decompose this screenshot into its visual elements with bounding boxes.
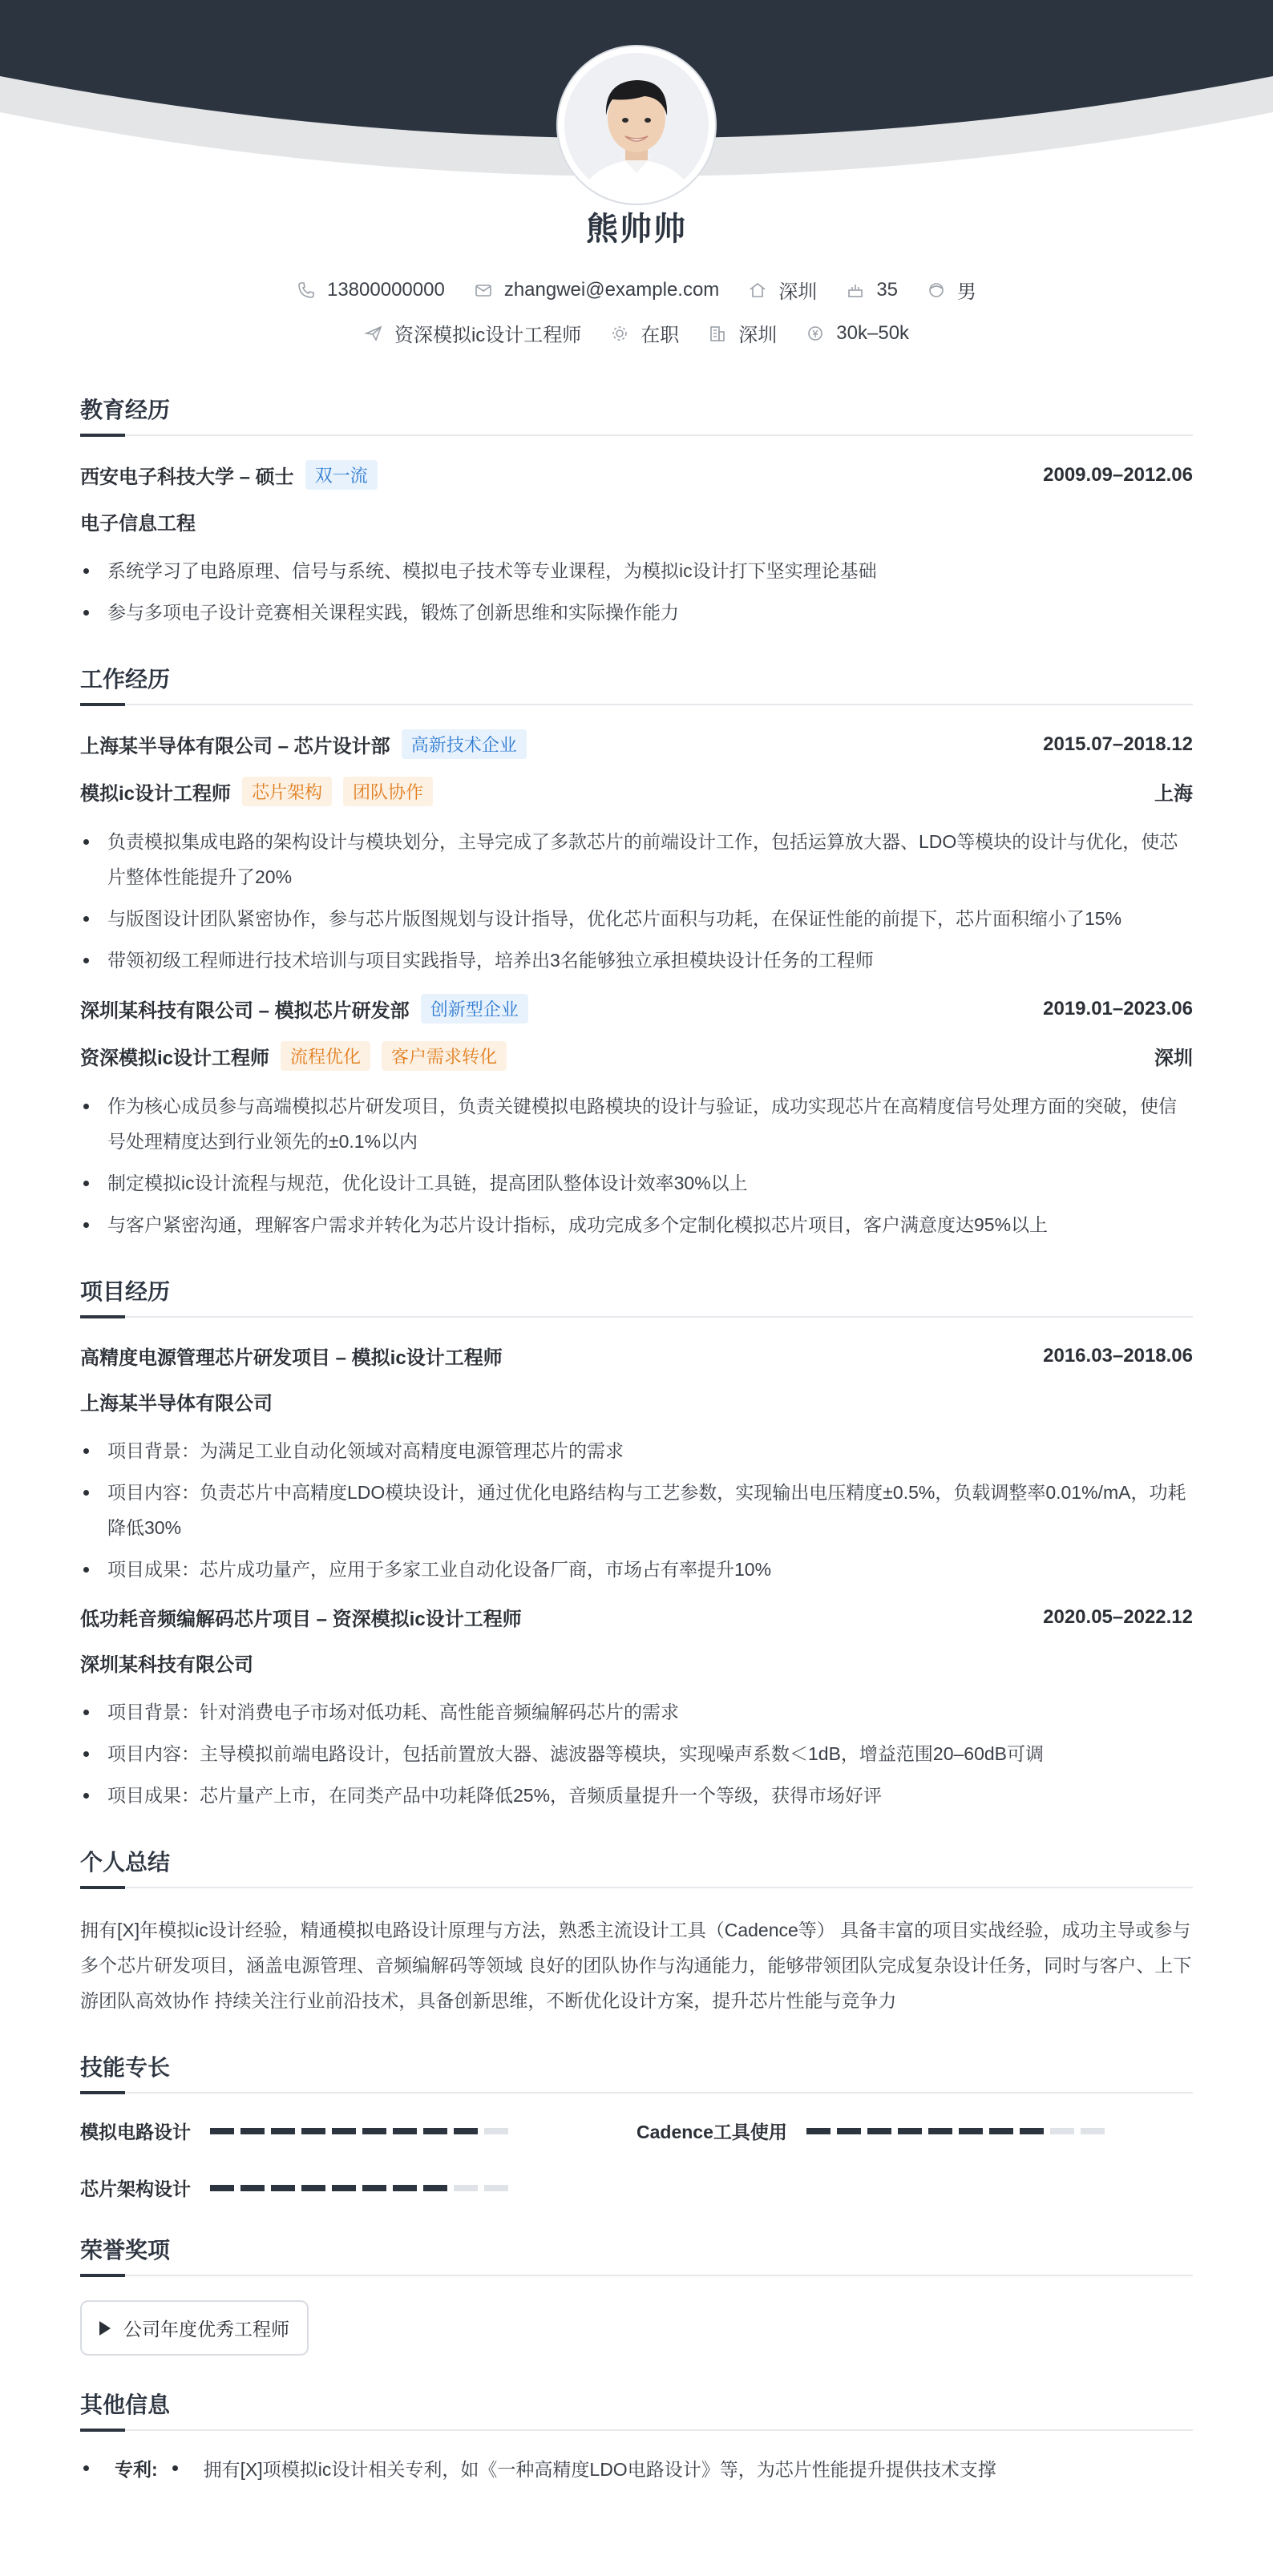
city-item: [748, 276, 817, 304]
email-item: [474, 279, 720, 301]
project-title: 低功耗音频编解码芯片项目 – 资深模拟ic设计工程师: [80, 1609, 522, 1630]
skill-level: [210, 2128, 508, 2134]
project-entry: [80, 1342, 1193, 1587]
skill-level-empty: [484, 2185, 508, 2191]
list-item: 负责模拟集成电路的架构设计与模块划分，主导完成了多款芯片的前端设计工作，包括运算放大器、LDO等模块的设计与优化，使芯片整体性能提升了20%: [80, 824, 1193, 894]
other-section: [80, 2388, 1193, 2481]
age-item: [846, 279, 898, 301]
send-icon: [364, 324, 383, 343]
work-location: 上海: [1154, 783, 1193, 805]
gender-item: [927, 276, 976, 304]
list-item: 项目背景：针对消费电子市场对低功耗、高性能音频编解码芯片的需求: [80, 1694, 1193, 1730]
skill-level-filled: [989, 2128, 1013, 2134]
play-icon: [99, 2321, 111, 2336]
project-title: 高精度电源管理芯片研发项目 – 模拟ic设计工程师: [80, 1347, 503, 1369]
project-entry: [80, 1603, 1193, 1813]
person-icon: [927, 281, 946, 300]
skill-level-filled: [837, 2128, 861, 2134]
award-item: [80, 2300, 309, 2356]
skill-name: Cadence工具使用: [636, 2122, 787, 2142]
section-title: 荣誉奖项: [80, 2233, 1193, 2276]
bullet-dot: [172, 2465, 178, 2471]
list-item: 项目内容：主导模拟前端电路设计，包括前置放大器、滤波器等模块，实现噪声系数＜1dB，增益范围20–60dB可调: [80, 1736, 1193, 1771]
bullet-dot: [83, 2465, 89, 2471]
age-text: 35: [876, 278, 899, 301]
target-title-item: [364, 319, 581, 347]
list-item: 项目背景：为满足工业自动化领域对高精度电源管理芯片的需求: [80, 1433, 1193, 1468]
mail-icon: [474, 281, 493, 300]
section-title: 个人总结: [80, 1845, 1193, 1888]
money-icon: [806, 324, 825, 343]
list-item: 项目内容：负责芯片中高精度LDO模块设计，通过优化电路结构与工艺参数，实现输出电压精度±0.5%，负载调整率0.01%/mA，功耗降低30%: [80, 1475, 1193, 1545]
list-item: 作为核心成员参与高端模拟芯片研发项目，负责关键模拟电路模块的设计与验证，成功实现芯片在高精度信号处理方面的突破，使信号处理精度达到行业领先的±0.1%以内: [80, 1088, 1193, 1159]
other-label: 专利:: [115, 2459, 158, 2480]
company-tag: 高新技术企业: [402, 729, 527, 759]
skill-name: 模拟电路设计: [80, 2122, 191, 2142]
skill-level: [806, 2128, 1105, 2134]
skill-level-empty: [1050, 2128, 1074, 2134]
candidate-name: 熊帅帅: [586, 212, 687, 247]
contact-row: [0, 276, 1273, 304]
role-tag: 客户需求转化: [382, 1041, 507, 1071]
list-item: 制定模拟ic设计流程与规范，优化设计工具链，提高团队整体设计效率30%以上: [80, 1165, 1193, 1201]
education-section: [80, 393, 1193, 630]
section-title: 其他信息: [80, 2388, 1193, 2431]
gender-text: 男: [957, 281, 977, 303]
skill-level-empty: [1081, 2128, 1105, 2134]
school-name: 西安电子科技大学 – 硕士: [80, 466, 294, 488]
list-item: 带领初级工程师进行技术培训与项目实践指导，培养出3名能够独立承担模块设计任务的工程师: [80, 943, 1193, 978]
list-item: 系统学习了电路原理、信号与系统、模拟电子技术等专业课程，为模拟ic设计打下坚实理论基础: [80, 553, 1193, 588]
section-title: 工作经历: [80, 662, 1193, 705]
honors-section: [80, 2233, 1193, 2356]
section-title: 项目经历: [80, 1274, 1193, 1318]
list-item: 与版图设计团队紧密协作，参与芯片版图规划与设计指导，优化芯片面积与功耗，在保证性能的前提下，芯片面积缩小了15%: [80, 901, 1193, 936]
city-text: 深圳: [778, 281, 818, 303]
skill-item: [80, 2174, 636, 2201]
company-name: 深圳某科技有限公司 – 模拟芯片研发部: [80, 1000, 410, 1022]
list-item: 参与多项电子设计竞赛相关课程实践，锻炼了创新思维和实际操作能力: [80, 595, 1193, 630]
skills-grid: [80, 2118, 1193, 2201]
skill-level-filled: [301, 2128, 325, 2134]
summary-section: [80, 1845, 1193, 2018]
project-org: 上海某半导体有限公司: [80, 1393, 273, 1415]
role-name: 资深模拟ic设计工程师: [80, 1048, 270, 1069]
cake-icon: [846, 281, 865, 300]
work-location: 深圳: [1154, 1048, 1193, 1069]
skill-level-filled: [928, 2128, 952, 2134]
skill-name: 芯片架构设计: [80, 2178, 191, 2199]
other-text: 拥有[X]项模拟ic设计相关专利，如《一种高精度LDO电路设计》等，为芯片性能提升提供技术支撑: [203, 2459, 996, 2480]
role-name: 模拟ic设计工程师: [80, 783, 232, 805]
skill-level-filled: [271, 2128, 295, 2134]
skill-level-filled: [210, 2128, 234, 2134]
other-item: [80, 2455, 1193, 2481]
project-org: 深圳某科技有限公司: [80, 1654, 253, 1676]
resume-content: [80, 393, 1193, 2513]
role-tag: 芯片架构: [242, 777, 332, 806]
work-entry: [80, 994, 1193, 1242]
gear-icon: [610, 324, 629, 343]
status-item: [610, 319, 679, 347]
target-title-text: 资深模拟ic设计工程师: [394, 325, 582, 346]
work-date: 2015.07–2018.12: [1043, 733, 1193, 755]
skill-level-filled: [867, 2128, 891, 2134]
school-tag: 双一流: [305, 460, 378, 490]
skill-level-filled: [332, 2128, 356, 2134]
skill-level-filled: [898, 2128, 922, 2134]
company-name: 上海某半导体有限公司 – 芯片设计部: [80, 736, 390, 757]
project-date: 2016.03–2018.06: [1043, 1344, 1193, 1367]
role-tag: 团队协作: [343, 777, 433, 806]
education-date: 2009.09–2012.06: [1043, 463, 1193, 486]
target-city-text: 深圳: [738, 325, 778, 346]
work-section: [80, 662, 1193, 1242]
skill-level-filled: [240, 2185, 265, 2191]
skill-level-filled: [454, 2128, 478, 2134]
phone-icon: [297, 281, 316, 300]
work-entry: [80, 729, 1193, 978]
skill-level-filled: [806, 2128, 830, 2134]
job-intent-row: [0, 319, 1273, 347]
skill-item: [80, 2118, 636, 2144]
section-title: 技能专长: [80, 2050, 1193, 2094]
skills-section: [80, 2050, 1193, 2201]
skill-level-empty: [454, 2185, 478, 2191]
phone-item: [297, 279, 445, 301]
list-item: 与客户紧密沟通，理解客户需求并转化为芯片设计指标，成功完成多个定制化模拟芯片项目，客户满意度达95%以上: [80, 1207, 1193, 1242]
skill-level-filled: [393, 2185, 417, 2191]
skill-level-filled: [271, 2185, 295, 2191]
summary-text: 拥有[X]年模拟ic设计经验，精通模拟电路设计原理与方法，熟悉主流设计工具（Cadence等） 具备丰富的项目实战经验，成功主导或参与多个芯片研发项目，涵盖电源管理、音频编解码等领域 良好的团队协作与沟通能力，能够带领团队完成复杂设计任务，同时与客户、上下游团队高效协作 持续关注行业前沿技术，具备创新思维，不断优化设计方案，提升芯片性能与竞争力: [80, 1920, 1192, 2011]
project-date: 2020.05–2022.12: [1043, 1605, 1193, 1628]
salary-item: [806, 322, 909, 345]
skill-level-filled: [423, 2185, 447, 2191]
role-tag: 流程优化: [281, 1041, 370, 1071]
skill-level-filled: [332, 2185, 356, 2191]
email-text: zhangwei@example.com: [503, 278, 720, 301]
avatar: [558, 46, 715, 204]
section-title: 教育经历: [80, 393, 1193, 436]
skill-level: [210, 2185, 508, 2191]
skill-level-filled: [1020, 2128, 1044, 2134]
projects-section: [80, 1274, 1193, 1813]
home-icon: [748, 281, 767, 300]
skill-level-filled: [362, 2128, 386, 2134]
work-date: 2019.01–2023.06: [1043, 997, 1193, 1019]
salary-text: 30k–50k: [836, 321, 910, 344]
list-item: 项目成果：芯片量产上市，在同类产品中功耗降低25%，音频质量提升一个等级，获得市场好评: [80, 1778, 1193, 1813]
major-name: 电子信息工程: [80, 513, 196, 535]
skill-level-filled: [301, 2185, 325, 2191]
skill-level-filled: [362, 2185, 386, 2191]
company-tag: 创新型企业: [421, 994, 528, 1024]
skill-level-filled: [240, 2128, 265, 2134]
skill-level-filled: [423, 2128, 447, 2134]
skill-item: [636, 2118, 1193, 2144]
skill-level-filled: [210, 2185, 234, 2191]
skill-level-empty: [484, 2128, 508, 2134]
list-item: 项目成果：芯片成功量产，应用于多家工业自动化设备厂商，市场占有率提升10%: [80, 1552, 1193, 1587]
skill-level-filled: [393, 2128, 417, 2134]
phone-text: 13800000000: [326, 278, 445, 301]
skill-level-filled: [959, 2128, 983, 2134]
target-city-item: [708, 319, 777, 347]
status-text: 在职: [641, 325, 680, 346]
award-text: 公司年度优秀工程师: [123, 2319, 289, 2340]
building-icon: [708, 324, 727, 343]
